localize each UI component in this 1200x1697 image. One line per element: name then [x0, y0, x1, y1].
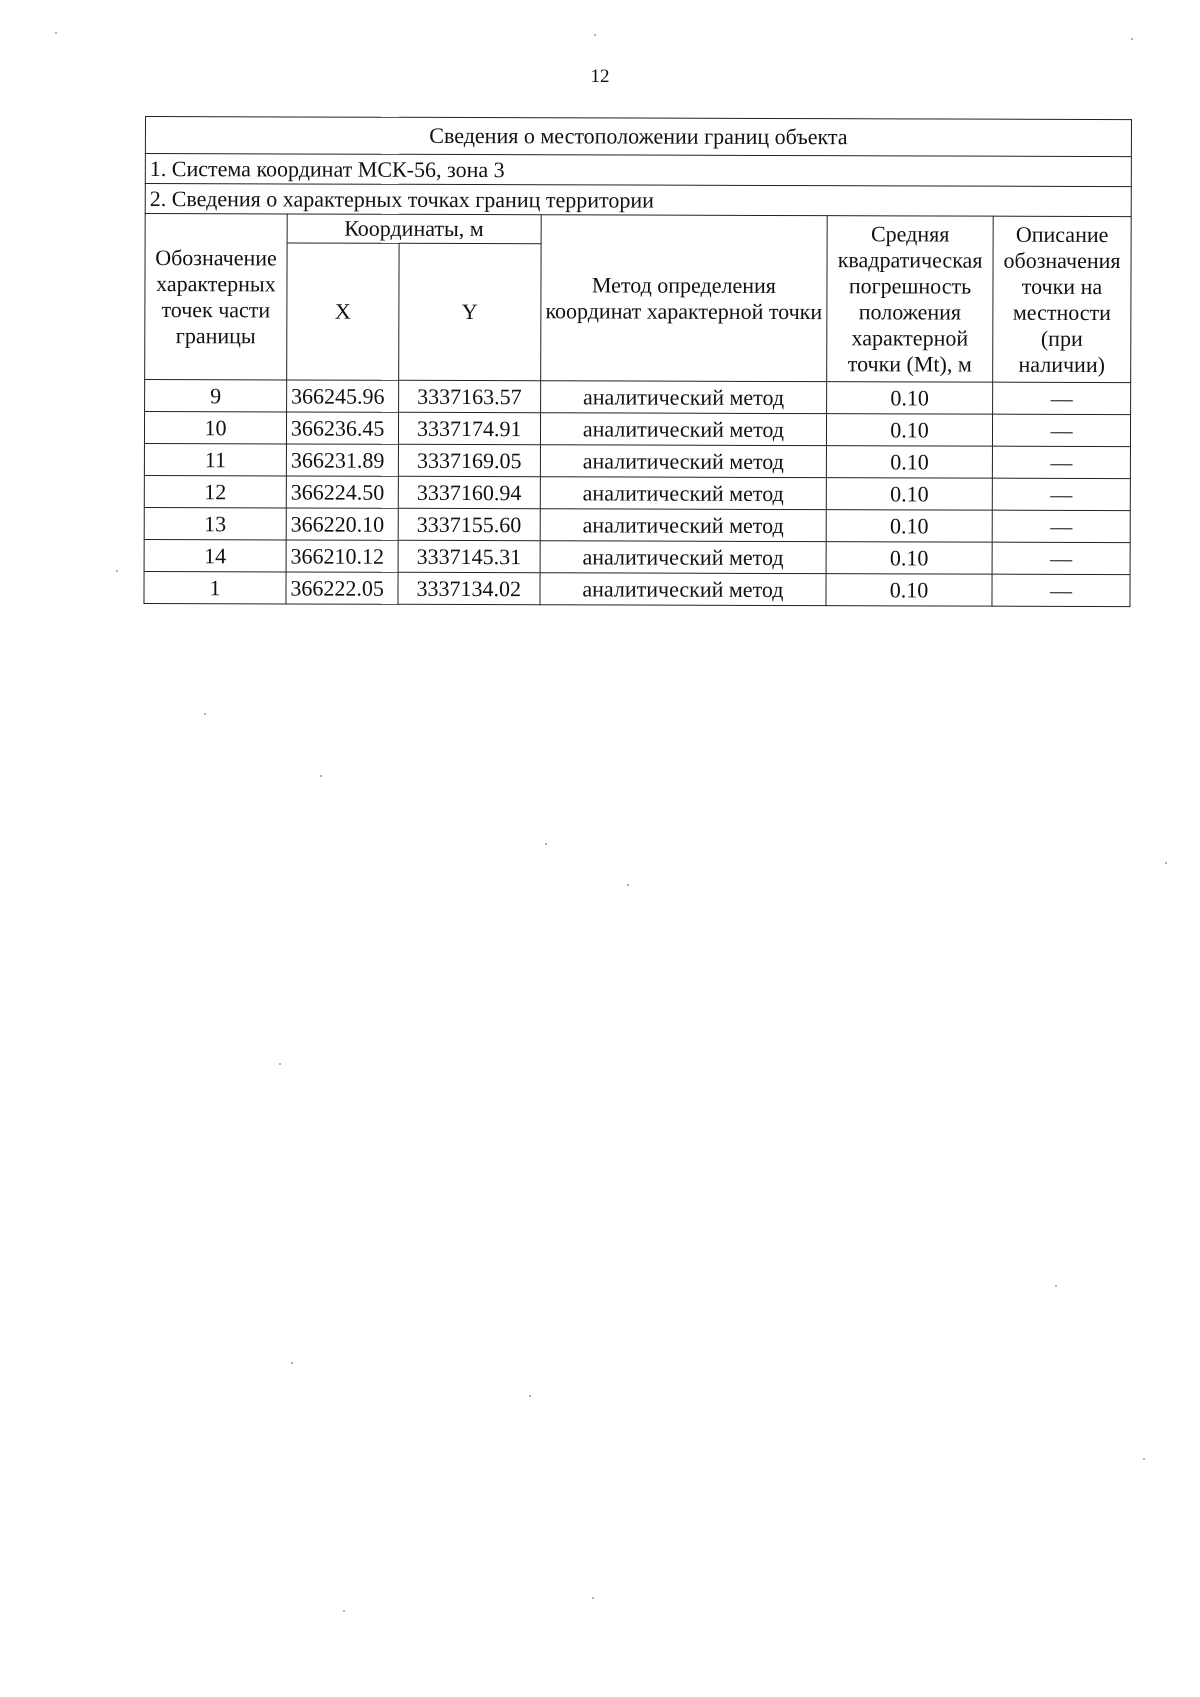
- points-info-line: 2. Сведения о характерных точках границ территории: [145, 184, 1131, 217]
- scan-speck: [279, 1063, 281, 1065]
- description-cell: —: [992, 478, 1130, 510]
- description-cell: —: [992, 446, 1130, 478]
- error-cell: 0.10: [826, 510, 992, 543]
- point-number-cell: 9: [145, 380, 287, 412]
- description-cell: —: [993, 382, 1131, 414]
- point-number-cell: 1: [144, 571, 286, 603]
- scan-speck: [320, 775, 322, 777]
- table-row: [145, 380, 1131, 415]
- table-row: [144, 507, 1130, 542]
- scan-speck: [1055, 1285, 1057, 1287]
- y-coordinate-cell: 3337155.60: [398, 508, 540, 540]
- y-coordinate-cell: 3337160.94: [398, 476, 540, 508]
- table-row: [144, 443, 1130, 478]
- point-number-cell: 12: [144, 475, 286, 507]
- x-coordinate-cell: 366224.50: [286, 476, 398, 508]
- table-row: [144, 571, 1130, 606]
- method-cell: аналитический метод: [540, 477, 826, 510]
- table-row: [144, 475, 1130, 510]
- error-cell: 0.10: [827, 414, 993, 447]
- error-cell: 0.10: [826, 446, 992, 479]
- scan-speck: [1131, 38, 1133, 40]
- scan-speck: [1165, 862, 1167, 864]
- y-coordinate-cell: 3337145.31: [398, 540, 540, 572]
- scan-speck: [343, 1610, 345, 1612]
- y-coordinate-cell: 3337134.02: [398, 572, 540, 604]
- description-cell: —: [992, 510, 1130, 542]
- description-cell: —: [992, 542, 1130, 574]
- method-cell: аналитический метод: [540, 381, 826, 414]
- x-coordinate-cell: 366220.10: [286, 508, 398, 540]
- scan-speck: [529, 1395, 531, 1397]
- error-cell: 0.10: [827, 382, 993, 415]
- method-cell: аналитический метод: [540, 413, 826, 446]
- header-designation: Обозначение характерных точек части границы: [145, 214, 287, 380]
- x-coordinate-cell: 366236.45: [286, 412, 398, 444]
- error-cell: 0.10: [826, 478, 992, 511]
- scan-speck: [116, 570, 118, 572]
- method-cell: аналитический метод: [540, 445, 826, 478]
- boundary-coordinates-table: [143, 116, 1132, 607]
- scan-speck: [204, 713, 206, 715]
- y-coordinate-cell: 3337169.05: [398, 444, 540, 476]
- header-y: Y: [399, 243, 541, 380]
- y-coordinate-cell: 3337163.57: [398, 380, 540, 412]
- page-number: 12: [590, 66, 610, 87]
- scan-speck: [1143, 1458, 1145, 1460]
- point-number-cell: 13: [144, 507, 286, 539]
- header-error: Средняя квадратическая погрешность положения характерной точки (Mt), м: [827, 216, 993, 383]
- scan-speck: [545, 843, 547, 845]
- header-method: Метод определения координат характерной точки: [540, 215, 827, 382]
- point-number-cell: 14: [144, 539, 286, 571]
- point-number-cell: 10: [144, 412, 286, 444]
- coordinate-system-line: 1. Система координат МСК-56, зона 3: [145, 154, 1131, 187]
- table-row: [144, 539, 1130, 574]
- point-number-cell: 11: [144, 443, 286, 475]
- x-coordinate-cell: 366245.96: [287, 380, 399, 412]
- error-cell: 0.10: [826, 574, 992, 607]
- error-cell: 0.10: [826, 542, 992, 575]
- header-x: X: [287, 243, 399, 380]
- scan-speck: [594, 34, 596, 36]
- header-coordinates: Координаты, м: [287, 214, 541, 244]
- method-cell: аналитический метод: [540, 541, 826, 574]
- header-description: Описание обозначения точки на местности (при наличии): [993, 216, 1131, 382]
- table-row: [144, 412, 1130, 447]
- description-cell: —: [992, 414, 1130, 446]
- description-cell: —: [992, 574, 1130, 606]
- method-cell: аналитический метод: [540, 573, 826, 606]
- x-coordinate-cell: 366231.89: [286, 444, 398, 476]
- scan-speck: [627, 884, 629, 886]
- x-coordinate-cell: 366210.12: [286, 540, 398, 572]
- table-title: Сведения о местоположении границ объекта: [145, 117, 1131, 157]
- y-coordinate-cell: 3337174.91: [398, 412, 540, 444]
- scan-speck: [291, 1362, 293, 1364]
- method-cell: аналитический метод: [540, 509, 826, 542]
- scan-speck: [592, 1597, 594, 1599]
- x-coordinate-cell: 366222.05: [286, 572, 398, 604]
- scan-speck: [55, 32, 57, 34]
